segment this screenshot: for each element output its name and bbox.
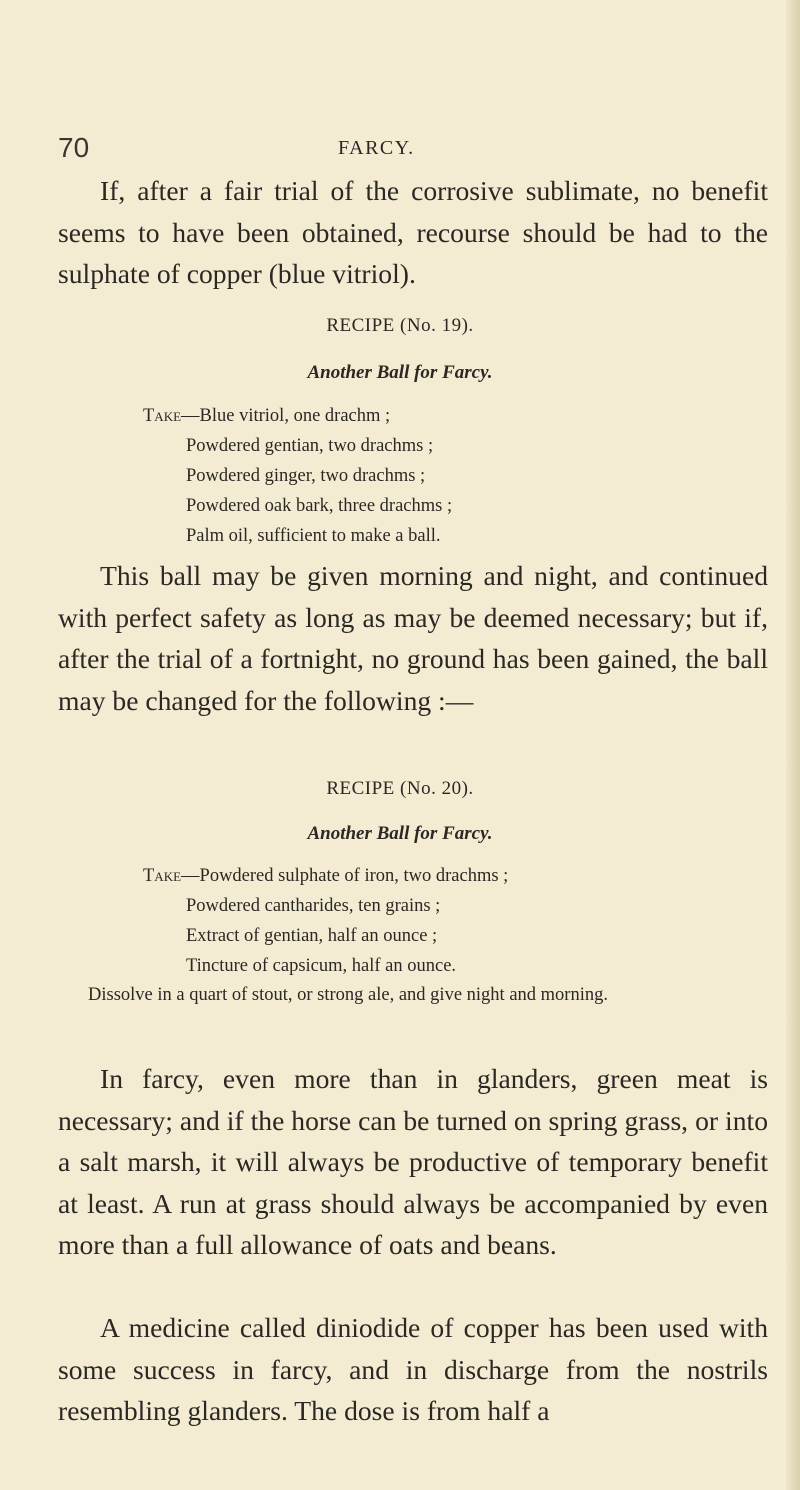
running-head: FARCY. [338, 137, 415, 159]
ingredient-line [143, 402, 390, 431]
recipe-20-instruction: Dissolve in a quart of stout, or strong ale, and give night and morning. [88, 985, 608, 1005]
ingredient-line: Tincture of capsicum, half an ounce. [186, 956, 457, 976]
recipe-19-title: RECIPE (No. 19). [326, 315, 474, 336]
take-label: Take [143, 866, 182, 886]
page-number: 70 [58, 132, 90, 163]
page-header [0, 132, 800, 166]
recipe-20-subtitle: Another Ball for Farcy. [307, 823, 493, 844]
recipe-19-subtitle: Another Ball for Farcy. [307, 362, 493, 383]
page-edge [786, 0, 800, 1490]
ingredient-text: —Powdered sulphate of iron, two drachms ; [181, 866, 509, 886]
ingredient-line: Powdered ginger, two drachms ; [186, 466, 426, 486]
recipe-20-title: RECIPE (No. 20). [326, 778, 474, 799]
ingredient-line: Powdered cantharides, ten grains ; [186, 896, 441, 916]
paragraph-2: This ball may be given morning and night, and continued with perfect safety as long as may be deemed necessary; but if, after the trial of a fortnight, no ground has been gained, the ball may be changed for the following :— [58, 560, 768, 716]
take-label: Take [143, 406, 182, 426]
paragraph-1: If, after a fair trial of the corrosive sublimate, no benefit seems to have been obtained, recourse should be had to the sulphate of copper (blue vitriol). [58, 175, 768, 289]
ingredient-line [143, 862, 508, 891]
ingredient-line: Powdered oak bark, three drachms ; [186, 496, 453, 516]
ingredient-line: Powdered gentian, two drachms ; [186, 436, 434, 456]
ingredient-line: Palm oil, sufficient to make a ball. [186, 526, 441, 546]
ingredient-text: —Blue vitriol, one drachm ; [181, 406, 391, 426]
paragraph-3: In farcy, even more than in glanders, green meat is necessary; and if the horse can be turned on spring grass, or into a salt marsh, it will always be productive of temporary benefit at least. A run at grass should always be accompanied by even more than a full allowance of oats and beans. [58, 1063, 768, 1260]
ingredient-line: Extract of gentian, half an ounce ; [186, 926, 438, 946]
paragraph-4: A medicine called diniodide of copper has been used with some success in farcy, and in discharge from the nostrils resembling glanders. The dose is from half a [58, 1312, 768, 1426]
